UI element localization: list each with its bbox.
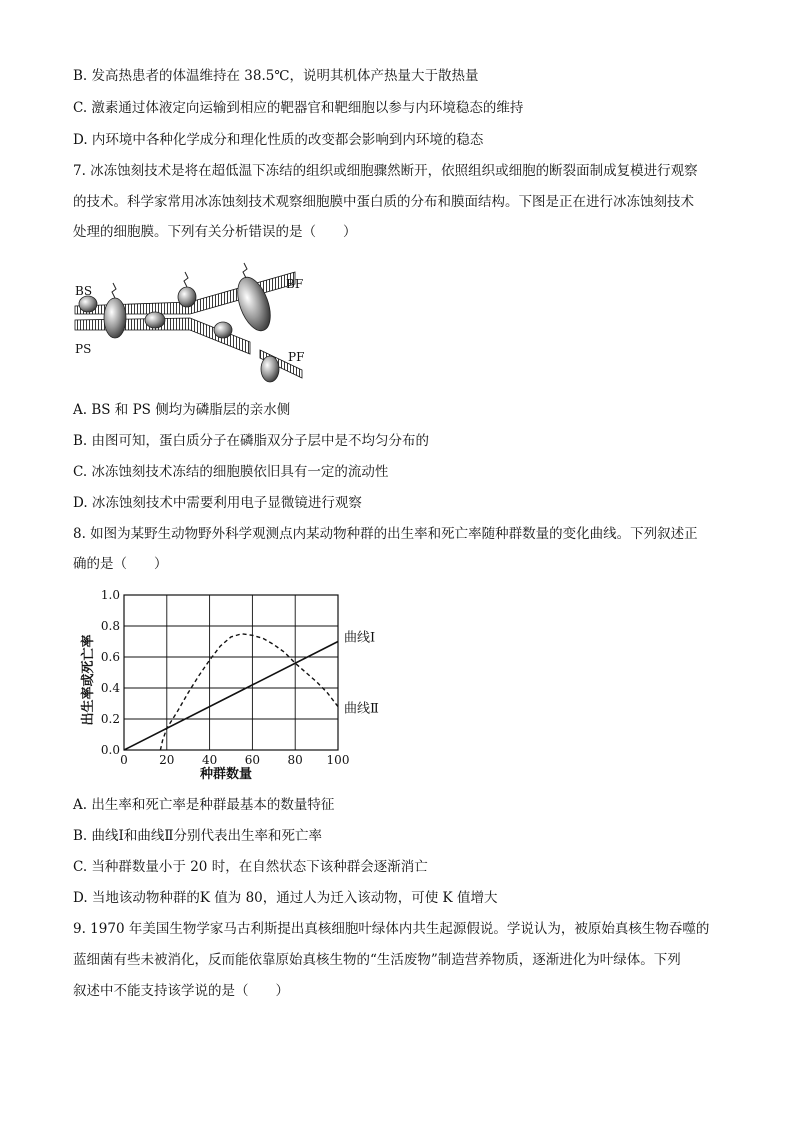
q8-stem-line-1: 8. 如图为某野生动物野外科学观测点内某动物种群的出生率和死亡率随种群数量的变化曲线。下列叙述正 — [73, 526, 698, 542]
y-tick-label: 1.0 — [100, 588, 120, 602]
y-tick-label: 0.6 — [100, 650, 120, 664]
q6-option-d: D. 内环境中各种化学成分和理化性质的改变都会影响到内环境的稳态 — [73, 132, 484, 148]
birth-death-rate-chart — [74, 580, 394, 785]
x-tick-label: 80 — [287, 753, 303, 767]
label-bs: BS — [75, 284, 93, 298]
label-pf: PF — [288, 350, 305, 364]
protein-5 — [214, 322, 232, 338]
x-tick-label: 20 — [159, 753, 175, 767]
label-bf: BF — [286, 277, 304, 291]
q8-option-d: D. 当地该动物种群的K 值为 80，通过人为迁入该动物，可使 K 值增大 — [73, 890, 498, 906]
legend-curve-1: 曲线Ⅰ — [344, 630, 376, 646]
protein-7 — [261, 356, 279, 382]
x-axis-label: 种群数量 — [199, 767, 253, 782]
q8-option-a: A. 出生率和死亡率是种群最基本的数量特征 — [73, 797, 335, 813]
curve-2-line — [160, 634, 338, 750]
q7-stem-line-3: 处理的细胞膜。下列有关分析错误的是（ ） — [73, 224, 357, 240]
chart-series — [124, 634, 338, 750]
q7-option-b: B. 由图可知，蛋白质分子在磷脂双分子层中是不均匀分布的 — [73, 433, 430, 449]
q7-stem-line-1: 7. 冰冻蚀刻技术是将在超低温下冻结的组织或细胞骤然断开，依照组织或细胞的断裂面制成复模进行观察 — [73, 163, 698, 179]
label-ps: PS — [75, 342, 92, 356]
x-tick-label: 60 — [244, 753, 261, 767]
glycan-1 — [112, 283, 116, 298]
x-tick-label: 100 — [326, 753, 350, 767]
x-tick-label: 0 — [120, 753, 128, 767]
q7-option-a: A. BS 和 PS 侧均为磷脂层的亲水侧 — [73, 402, 291, 418]
y-tick-label: 0.2 — [100, 712, 120, 726]
glycan-3 — [243, 263, 247, 278]
x-tick-label: 40 — [201, 753, 218, 767]
curve-1-line — [124, 642, 338, 751]
glycan-2 — [184, 272, 188, 287]
q8-option-b: B. 曲线Ⅰ和曲线Ⅱ分别代表出生率和死亡率 — [73, 828, 323, 844]
y-tick-label: 0.8 — [100, 619, 120, 633]
chart-grid — [124, 595, 338, 750]
q9-stem-line-2: 蓝细菌有些未被消化，反而能依靠原始真核生物的“生活废物”制造营养物质，逐渐进化为叶绿体。下列 — [73, 952, 681, 968]
q6-option-c: C. 激素通过体液定向运输到相应的靶器官和靶细胞以参与内环境稳态的维持 — [73, 100, 524, 116]
protein-2 — [104, 298, 126, 338]
q9-stem-line-1: 9. 1970 年美国生物学家马古利斯提出真核细胞叶绿体内共生起源假说。学说认为，被原始真核生物吞噬的 — [73, 921, 710, 937]
protein-4 — [178, 287, 196, 307]
legend-curve-2: 曲线Ⅱ — [344, 701, 379, 717]
q7-stem-line-2: 的技术。科学家常用冰冻蚀刻技术观察细胞膜中蛋白质的分布和膜面结构。下图是正在进行冰冻蚀刻技术 — [73, 194, 694, 210]
protein-1 — [79, 296, 97, 312]
q7-option-d: D. 冰冻蚀刻技术中需要利用电子显微镜进行观察 — [73, 495, 362, 511]
q9-stem-line-3: 叙述中不能支持该学说的是（ ） — [73, 983, 289, 999]
y-tick-label: 0.0 — [100, 743, 120, 757]
y-tick-label: 0.4 — [100, 681, 120, 695]
q8-option-c: C. 当种群数量小于 20 时，在自然状态下该种群会逐渐消亡 — [73, 859, 428, 875]
y-axis-label: 出生率或死亡率 — [81, 634, 96, 726]
plot-frame — [124, 595, 338, 750]
q7-option-c: C. 冰冻蚀刻技术冻结的细胞膜依旧具有一定的流动性 — [73, 464, 389, 480]
membrane-figure — [70, 250, 320, 395]
q8-stem-line-2: 确的是（ ） — [73, 556, 168, 572]
protein-3 — [145, 312, 165, 328]
q6-option-b: B. 发高热患者的体温维持在 38.5℃，说明其机体产热量大于散热量 — [73, 68, 479, 84]
